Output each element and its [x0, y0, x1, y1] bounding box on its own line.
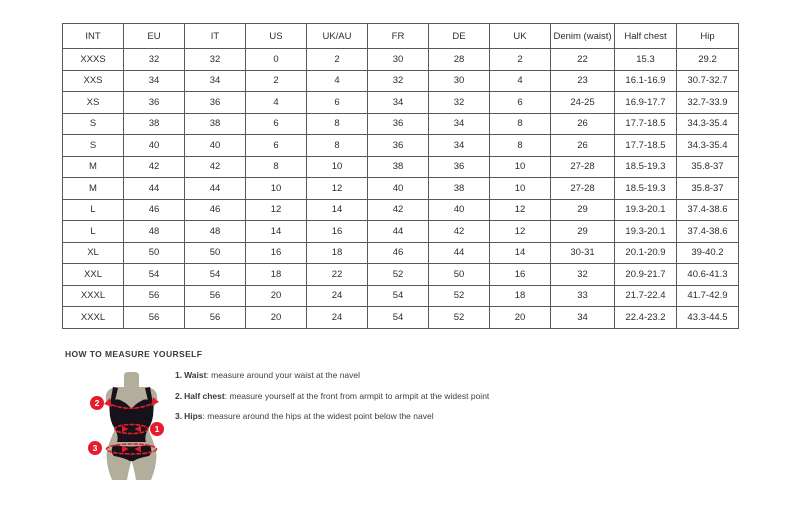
- table-cell: XXS: [63, 70, 124, 92]
- table-cell: M: [63, 156, 124, 178]
- table-cell: 17.7-18.5: [615, 113, 677, 135]
- table-cell: 4: [307, 70, 368, 92]
- column-header-eu: EU: [124, 24, 185, 49]
- table-cell: 34: [429, 113, 490, 135]
- table-cell: XS: [63, 92, 124, 114]
- table-cell: 32: [185, 49, 246, 71]
- column-header-half-chest: Half chest: [615, 24, 677, 49]
- table-cell: 0: [246, 49, 307, 71]
- table-cell: 10: [490, 178, 551, 200]
- size-row-xxl-54: [63, 264, 739, 286]
- measure-step-hips: [175, 410, 489, 422]
- table-cell: 8: [307, 113, 368, 135]
- table-cell: 52: [429, 285, 490, 307]
- table-cell: 2: [490, 49, 551, 71]
- size-row-l-46: [63, 199, 739, 221]
- table-cell: 14: [246, 221, 307, 243]
- table-cell: 24: [307, 285, 368, 307]
- table-cell: 46: [185, 199, 246, 221]
- table-cell: 34: [551, 307, 615, 329]
- table-cell: 16: [246, 242, 307, 264]
- table-cell: 44: [368, 221, 429, 243]
- measure-guide-section: [65, 345, 725, 510]
- table-cell: 54: [185, 264, 246, 286]
- table-cell: 27-28: [551, 156, 615, 178]
- table-cell: 19.3-20.1: [615, 199, 677, 221]
- table-cell: 44: [429, 242, 490, 264]
- table-cell: 18: [490, 285, 551, 307]
- table-cell: 2: [307, 49, 368, 71]
- table-cell: 32: [551, 264, 615, 286]
- table-cell: 30: [429, 70, 490, 92]
- size-row-xxs-34: [63, 70, 739, 92]
- table-cell: 24-25: [551, 92, 615, 114]
- table-cell: 15.3: [615, 49, 677, 71]
- size-row-xs-36: [63, 92, 739, 114]
- table-cell: XXXS: [63, 49, 124, 71]
- table-cell: 40: [185, 135, 246, 157]
- table-cell: 6: [490, 92, 551, 114]
- table-cell: 42: [368, 199, 429, 221]
- table-cell: 18: [307, 242, 368, 264]
- step-label: Hips: [184, 411, 203, 421]
- table-cell: 28: [429, 49, 490, 71]
- table-cell: 22.4-23.2: [615, 307, 677, 329]
- table-cell: 40: [368, 178, 429, 200]
- table-cell: 34: [185, 70, 246, 92]
- table-cell: 34: [124, 70, 185, 92]
- table-cell: XL: [63, 242, 124, 264]
- table-cell: 42: [124, 156, 185, 178]
- table-cell: 4: [246, 92, 307, 114]
- table-cell: 38: [185, 113, 246, 135]
- size-chart-section: [62, 23, 739, 329]
- table-cell: 42: [185, 156, 246, 178]
- table-cell: 10: [246, 178, 307, 200]
- table-cell: 42: [429, 221, 490, 243]
- table-cell: 34.3-35.4: [677, 135, 739, 157]
- column-header-int: INT: [63, 24, 124, 49]
- table-cell: 46: [368, 242, 429, 264]
- table-cell: 32.7-33.9: [677, 92, 739, 114]
- size-row-xxxs-32: [63, 49, 739, 71]
- step-text: : measure yourself at the front from armpit to armpit at the widest point: [224, 390, 490, 401]
- table-cell: 40.6-41.3: [677, 264, 739, 286]
- step-number: 2.: [175, 390, 183, 401]
- table-cell: M: [63, 178, 124, 200]
- table-cell: 46: [124, 199, 185, 221]
- table-cell: 40: [124, 135, 185, 157]
- table-cell: 18.5-19.3: [615, 178, 677, 200]
- table-cell: 30-31: [551, 242, 615, 264]
- column-header-denim-waist: Denim (waist): [551, 24, 615, 49]
- column-header-uk: UK: [490, 24, 551, 49]
- table-cell: 26: [551, 135, 615, 157]
- table-cell: 14: [307, 199, 368, 221]
- table-cell: 56: [185, 307, 246, 329]
- table-cell: 16: [307, 221, 368, 243]
- table-cell: 38: [429, 178, 490, 200]
- size-row-xxxl-56: [63, 307, 739, 329]
- step-text: : measure around your waist at the navel: [206, 370, 361, 380]
- table-cell: 36: [368, 135, 429, 157]
- table-cell: 8: [490, 113, 551, 135]
- table-cell: 16: [490, 264, 551, 286]
- table-cell: 22: [307, 264, 368, 286]
- table-cell: 10: [307, 156, 368, 178]
- table-cell: 4: [490, 70, 551, 92]
- table-cell: 8: [307, 135, 368, 157]
- table-cell: 34: [368, 92, 429, 114]
- table-cell: XXL: [63, 264, 124, 286]
- table-cell: 35.8-37: [677, 178, 739, 200]
- step-label: Waist: [184, 370, 207, 380]
- size-row-m-42: [63, 156, 739, 178]
- table-cell: 8: [246, 156, 307, 178]
- table-cell: XXXL: [63, 285, 124, 307]
- table-cell: 6: [246, 113, 307, 135]
- measure-point-badge-waist: 1: [150, 422, 164, 436]
- step-number: 3.: [175, 411, 183, 421]
- table-cell: 29: [551, 221, 615, 243]
- table-cell: 36: [124, 92, 185, 114]
- table-cell: 43.3-44.5: [677, 307, 739, 329]
- table-cell: 29: [551, 199, 615, 221]
- table-cell: 19.3-20.1: [615, 221, 677, 243]
- table-cell: 48: [124, 221, 185, 243]
- measure-point-badge-hips: 3: [88, 441, 102, 455]
- table-cell: 40: [429, 199, 490, 221]
- table-cell: 26: [551, 113, 615, 135]
- table-cell: 48: [185, 221, 246, 243]
- table-cell: 39-40.2: [677, 242, 739, 264]
- table-cell: 23: [551, 70, 615, 92]
- table-cell: L: [63, 199, 124, 221]
- table-cell: 27-28: [551, 178, 615, 200]
- table-cell: 50: [124, 242, 185, 264]
- table-cell: 24: [307, 307, 368, 329]
- size-row-m-44: [63, 178, 739, 200]
- table-cell: 34.3-35.4: [677, 113, 739, 135]
- table-cell: 44: [185, 178, 246, 200]
- table-cell: 6: [307, 92, 368, 114]
- table-cell: 14: [490, 242, 551, 264]
- table-cell: 30: [368, 49, 429, 71]
- table-cell: 37.4-38.6: [677, 221, 739, 243]
- table-cell: 16.1-16.9: [615, 70, 677, 92]
- table-cell: 6: [246, 135, 307, 157]
- table-cell: 34: [429, 135, 490, 157]
- step-text: : measure around the hips at the widest point below the navel: [202, 411, 434, 421]
- table-cell: 21.7-22.4: [615, 285, 677, 307]
- table-cell: 54: [124, 264, 185, 286]
- step-number: 1.: [175, 370, 183, 380]
- size-row-xl-50: [63, 242, 739, 264]
- table-cell: 54: [368, 307, 429, 329]
- size-row-l-48: [63, 221, 739, 243]
- table-cell: 56: [124, 285, 185, 307]
- table-cell: 38: [124, 113, 185, 135]
- table-cell: 20: [246, 307, 307, 329]
- table-cell: 35.8-37: [677, 156, 739, 178]
- table-cell: S: [63, 113, 124, 135]
- table-cell: 38: [368, 156, 429, 178]
- table-cell: 37.4-38.6: [677, 199, 739, 221]
- table-cell: 36: [429, 156, 490, 178]
- table-cell: 52: [368, 264, 429, 286]
- table-cell: 56: [185, 285, 246, 307]
- table-cell: 10: [490, 156, 551, 178]
- step-label: Half chest: [184, 390, 225, 401]
- size-row-s-40: [63, 135, 739, 157]
- table-cell: S: [63, 135, 124, 157]
- table-cell: 29.2: [677, 49, 739, 71]
- table-cell: 20: [246, 285, 307, 307]
- column-header-it: IT: [185, 24, 246, 49]
- measure-step-half-chest: [175, 390, 489, 402]
- table-cell: 32: [124, 49, 185, 71]
- table-cell: 20: [490, 307, 551, 329]
- table-cell: 32: [429, 92, 490, 114]
- table-cell: 30.7-32.7: [677, 70, 739, 92]
- column-header-us: US: [246, 24, 307, 49]
- table-cell: 12: [490, 221, 551, 243]
- table-cell: 18: [246, 264, 307, 286]
- column-header-de: DE: [429, 24, 490, 49]
- table-cell: 18.5-19.3: [615, 156, 677, 178]
- column-header-hip: Hip: [677, 24, 739, 49]
- size-chart-table: [62, 23, 739, 329]
- table-cell: 22: [551, 49, 615, 71]
- table-cell: 20.1-20.9: [615, 242, 677, 264]
- table-cell: XXXL: [63, 307, 124, 329]
- table-cell: 12: [307, 178, 368, 200]
- table-cell: 50: [429, 264, 490, 286]
- measure-steps-list: [175, 369, 489, 431]
- size-row-xxxl-56: [63, 285, 739, 307]
- table-cell: L: [63, 221, 124, 243]
- table-cell: 20.9-21.7: [615, 264, 677, 286]
- table-cell: 41.7-42.9: [677, 285, 739, 307]
- table-cell: 50: [185, 242, 246, 264]
- table-cell: 17.7-18.5: [615, 135, 677, 157]
- table-cell: 33: [551, 285, 615, 307]
- column-header-fr: FR: [368, 24, 429, 49]
- measure-step-waist: [175, 369, 489, 381]
- table-header-row: [63, 24, 739, 49]
- measure-guide-title: HOW TO MEASURE YOURSELF: [65, 349, 203, 359]
- table-cell: 12: [246, 199, 307, 221]
- table-cell: 44: [124, 178, 185, 200]
- table-cell: 52: [429, 307, 490, 329]
- table-cell: 36: [368, 113, 429, 135]
- table-cell: 54: [368, 285, 429, 307]
- size-row-s-38: [63, 113, 739, 135]
- table-cell: 2: [246, 70, 307, 92]
- table-cell: 36: [185, 92, 246, 114]
- column-header-uk-au: UK/AU: [307, 24, 368, 49]
- table-cell: 16.9-17.7: [615, 92, 677, 114]
- table-cell: 8: [490, 135, 551, 157]
- table-cell: 56: [124, 307, 185, 329]
- table-cell: 12: [490, 199, 551, 221]
- measure-point-badge-half-chest: 2: [90, 396, 104, 410]
- table-cell: 32: [368, 70, 429, 92]
